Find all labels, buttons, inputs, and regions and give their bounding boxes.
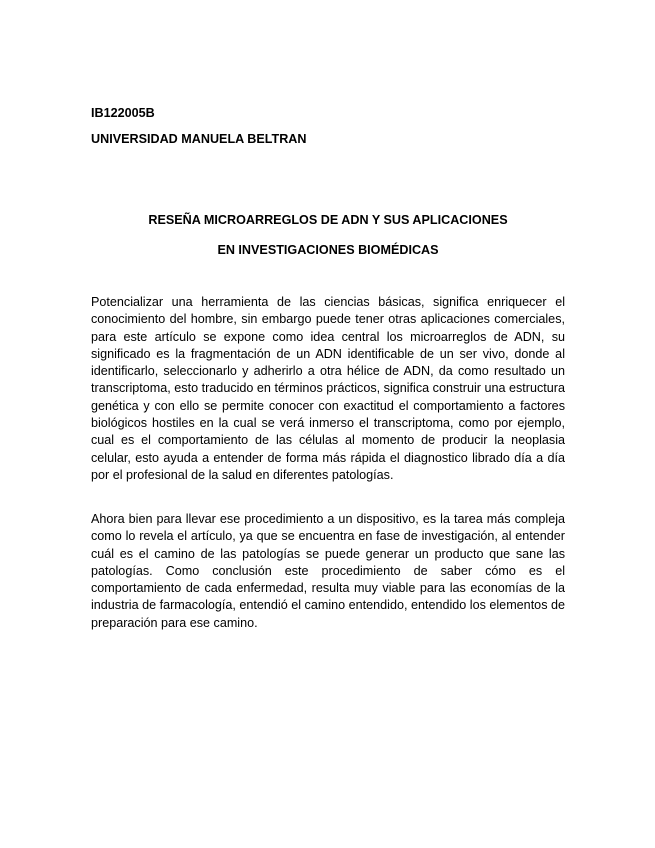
university-name: UNIVERSIDAD MANUELA BELTRAN xyxy=(91,132,307,146)
body-paragraph-2: Ahora bien para llevar ese procedimiento a un dispositivo, es la tarea más compleja como lo revela el artículo, ya que se encuentra en fase de investigación, al entender cuál es el camino de las patologías se puede generar un producto que sane las patologías. Como conclusión este procedimiento de saber cómo es el comportamiento de cada enfermedad, resulta muy viable para las economías de la industria de farmacología, entendió el camino entendido, entendido los elementos de preparación para ese camino. xyxy=(91,512,565,630)
document-code: IB122005B xyxy=(91,106,155,120)
body-paragraph-1: Potencializar una herramienta de las ciencias básicas, significa enriquecer el conocimiento del hombre, sin embargo puede tener otras aplicaciones comerciales, para este artículo se expone como idea central los microarreglos de ADN, su significado es la fragmentación de un ADN identificable de un ser vivo, donde al identificarlo, seleccionarlo y adherirlo a otra hélice de ADN, da como resultado un transcriptoma, esto traducido en términos prácticos, significa construir una estructura genética y con ello se permite conocer con exactitud el comportamiento a factores biológicos hostiles en la cual se verá inmerso el transcriptoma, como por ejemplo, cual es el comportamiento de las células al momento de producir la neoplasia celular, esto ayuda a entender de forma más rápida el diagnostico librado día a día por el profesional de la salud en diferentes patologías. xyxy=(91,295,565,482)
document-title-line-2: EN INVESTIGACIONES BIOMÉDICAS xyxy=(217,243,439,257)
document-title-line-1: RESEÑA MICROARREGLOS DE ADN Y SUS APLICACIONES xyxy=(148,213,508,227)
